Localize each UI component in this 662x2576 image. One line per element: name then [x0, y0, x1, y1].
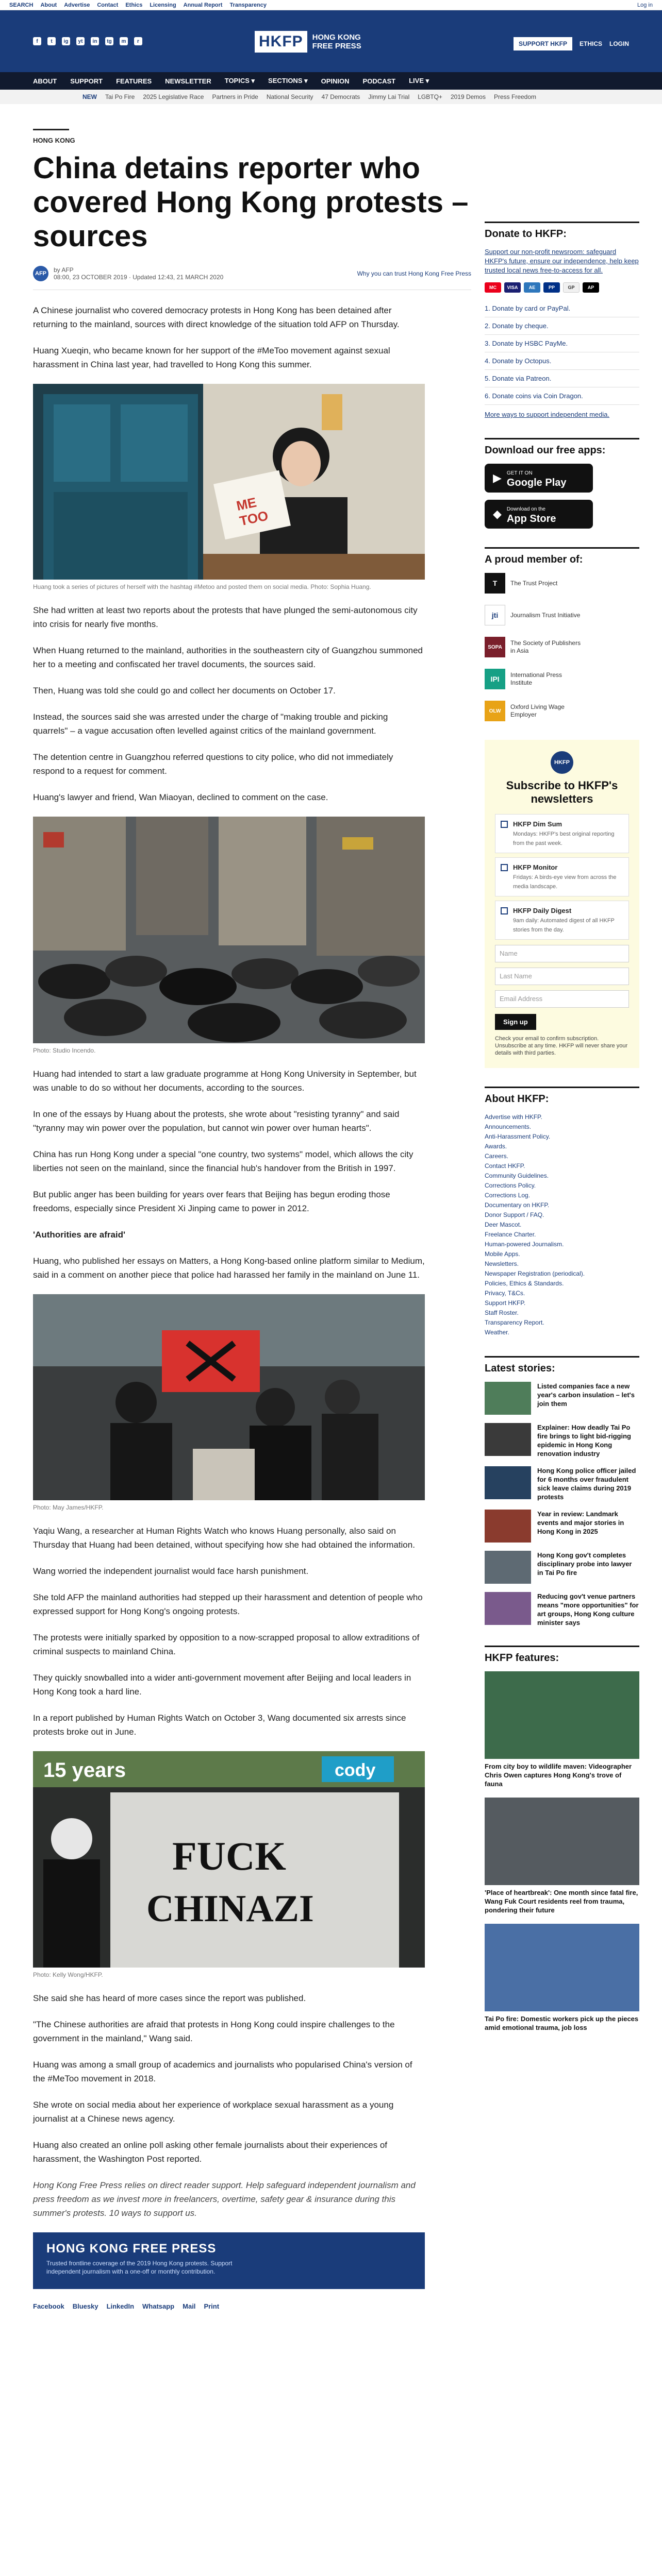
- newsletter-logo: HKFP: [551, 751, 573, 774]
- newsletter-name: HKFP Dim Sum: [513, 820, 562, 828]
- apple-icon: ◆: [493, 507, 502, 520]
- shop-sign-text: cody: [335, 1760, 376, 1780]
- nav-support[interactable]: SUPPORT: [70, 77, 103, 85]
- paragraph: Huang, who published her essays on Matters, a Hong Kong-based online platform similar to Medium, said in a comment on another piece that police had harassed her family in the mainland on June 11.: [33, 1256, 425, 1280]
- nav-features[interactable]: FEATURES: [116, 77, 152, 85]
- about-link[interactable]: Anti-Harassment Policy.: [485, 1133, 551, 1140]
- graffiti-line-1: FUCK: [172, 1834, 286, 1878]
- apple-pay-icon: AP: [583, 282, 599, 293]
- donate-option[interactable]: 5. Donate via Patreon.: [485, 370, 639, 387]
- nav-about[interactable]: ABOUT: [33, 77, 57, 85]
- sign-up-button[interactable]: Sign up: [495, 1014, 536, 1030]
- logo-wordmark: [312, 33, 361, 50]
- app-store-line-2: App Store: [506, 513, 556, 524]
- features-block: [485, 1646, 639, 2032]
- about-link[interactable]: Freelance Charter.: [485, 1231, 536, 1238]
- sign-text: 15 years: [43, 1759, 126, 1782]
- story-thumbnail: [485, 1423, 531, 1456]
- members-heading: A proud member of:: [485, 547, 639, 566]
- rss-icon[interactable]: r: [134, 37, 142, 45]
- top-about-link[interactable]: About: [40, 2, 57, 8]
- first-name-field[interactable]: Name: [495, 945, 629, 962]
- paragraph: When Huang returned to the mainland, authorities in the southeastern city of Guangzhou summoned her to a meeting and confiscated her travel documents, the sources said.: [33, 646, 423, 669]
- figure: [33, 384, 425, 591]
- newsletter-option[interactable]: [495, 814, 629, 853]
- share-facebook[interactable]: Facebook: [33, 2302, 64, 2310]
- share-bluesky[interactable]: Bluesky: [72, 2302, 98, 2310]
- member-name: The Trust Project: [510, 579, 558, 587]
- about-link[interactable]: Documentary on HKFP.: [485, 1201, 550, 1209]
- visa-icon: VISA: [504, 282, 521, 293]
- trending-bar: [0, 90, 662, 104]
- section-subheading: 'Authorities are afraid': [33, 1230, 126, 1240]
- feature-story[interactable]: [485, 1798, 639, 1914]
- app-store-label: [507, 504, 556, 525]
- last-name-field[interactable]: Last Name: [495, 968, 629, 985]
- feature-story[interactable]: [485, 1924, 639, 2032]
- article-body: [33, 303, 425, 2313]
- story-thumbnail: [485, 1592, 531, 1625]
- about-block: [485, 1087, 639, 1337]
- figure: [33, 1751, 425, 1979]
- share-whatsapp[interactable]: Whatsapp: [142, 2302, 175, 2310]
- mastercard-icon: MC: [485, 282, 501, 293]
- share-links: [33, 2299, 425, 2313]
- linkedin-icon[interactable]: in: [91, 37, 99, 45]
- support-note: Hong Kong Free Press relies on direct reader support. Help safeguard independent journalism and press freedom as we invest more in freelancers, overtime, safety gear & insurance during this summer's protests. 10 ways to support us.: [33, 2180, 416, 2218]
- logo-mark: HKFP: [255, 31, 307, 53]
- app-store-button[interactable]: [485, 500, 593, 529]
- figure: [33, 817, 425, 1055]
- paragraph: The detention centre in Guangzhou referred questions to city police, who did not immediately respond to a request for comment.: [33, 752, 393, 776]
- newsletter-name: HKFP Daily Digest: [513, 907, 572, 914]
- share-mail[interactable]: Mail: [183, 2302, 196, 2310]
- paragraph: In one of the essays by Huang about the protests, she wrote about "resisting tyranny" and said "tyranny may win power over the population, but cannot win power over human hearts".: [33, 1109, 400, 1133]
- paragraph: "The Chinese authorities are afraid that protests in Hong Kong could inspire challenges to the government in the mainland," Wang said.: [33, 2020, 395, 2043]
- photo-illustration: [33, 1294, 425, 1500]
- top-transparency-link[interactable]: Transparency: [229, 2, 267, 8]
- logo-line-1: HONG KONG: [312, 33, 361, 42]
- member-name: Journalism Trust Initiative: [510, 611, 581, 619]
- top-login-link[interactable]: Log in: [637, 2, 653, 8]
- paragraph: Huang Xueqin, who became known for her support of the #MeToo movement against sexual harassment in China last year, had travelled to Hong Kong this summer.: [33, 346, 390, 369]
- newsletter-option-text: [513, 863, 623, 891]
- paragraph: But public anger has been building for years over fears that Beijing has begun eroding those freedoms, especially since President Xi Jinping came to power in 2012.: [33, 1190, 390, 1213]
- nav-podcast[interactable]: PODCAST: [362, 77, 396, 85]
- feature-story[interactable]: [485, 1671, 639, 1788]
- amex-icon: AE: [524, 282, 540, 293]
- nav-live[interactable]: LIVE ▾: [409, 77, 429, 84]
- about-link[interactable]: Transparency Report.: [485, 1319, 544, 1326]
- about-link[interactable]: Announcements.: [485, 1123, 532, 1130]
- about-link[interactable]: Corrections Log.: [485, 1192, 531, 1199]
- newsletter-name: HKFP Monitor: [513, 863, 558, 871]
- jti-logo: jti: [485, 605, 505, 625]
- google-play-line-1: GET IT ON: [506, 470, 533, 476]
- member-name: Oxford Living Wage Employer: [510, 703, 565, 718]
- story-title: Year in review: Landmark events and major stories in Hong Kong in 2025: [537, 1510, 624, 1535]
- newsletter-disclaimer: Check your email to confirm subscription. Unsubscribe at any time. HKFP will never share your details with third parties.: [495, 1036, 628, 1056]
- photo-illustration: [33, 384, 425, 580]
- article: [33, 129, 471, 2326]
- login-link[interactable]: LOGIN: [609, 40, 629, 47]
- top-advertise-link[interactable]: Advertise: [64, 2, 90, 8]
- trust-project-logo: T: [485, 573, 505, 594]
- nav-newsletter[interactable]: NEWSLETTER: [165, 77, 211, 85]
- ipi-logo: IPI: [485, 669, 505, 689]
- photo-illustration: [33, 1751, 425, 1968]
- member-name: International Press Institute: [510, 671, 562, 686]
- about-link[interactable]: Newspaper Registration (periodical).: [485, 1270, 585, 1277]
- member-org[interactable]: [485, 669, 639, 689]
- paragraph: Wang worried the independent journalist would face harsh punishment.: [33, 1566, 309, 1576]
- facebook-icon[interactable]: f: [33, 37, 41, 45]
- about-link[interactable]: Staff Roster.: [485, 1309, 519, 1316]
- trending-item[interactable]: 2019 Demos: [450, 93, 486, 100]
- site-logo[interactable]: [255, 31, 361, 53]
- google-play-icon: ▶: [493, 471, 502, 484]
- top-bar-right: [637, 2, 653, 8]
- social-links: [33, 37, 142, 45]
- paragraph: She had written at least two reports about the protests that have plunged the semi-autonomous city into crisis for nearly five months.: [33, 605, 418, 629]
- more-ways-link[interactable]: More ways to support independent media.: [485, 411, 610, 418]
- donate-more: [485, 410, 639, 419]
- features-heading: HKFP features:: [485, 1646, 639, 1664]
- donate-options: [485, 300, 639, 405]
- about-link[interactable]: Careers.: [485, 1153, 509, 1160]
- nav-sections[interactable]: SECTIONS ▾: [268, 77, 308, 84]
- trending-item[interactable]: Partners in Pride: [212, 93, 258, 100]
- about-link[interactable]: Weather.: [485, 1329, 509, 1336]
- newsletter-desc: Mondays: HKFP's best original reporting from the past week.: [513, 831, 615, 846]
- graffiti-line-2: CHINAZI: [146, 1888, 314, 1930]
- about-link[interactable]: Deer Mascot.: [485, 1221, 522, 1228]
- photo-protesters-sign: [33, 1294, 425, 1500]
- story-title: Hong Kong gov't completes disciplinary probe into lawyer in Tai Po fire: [537, 1551, 632, 1577]
- google-play-button[interactable]: [485, 464, 593, 493]
- top-bar-links: [9, 2, 267, 8]
- trending-label: NEW: [82, 93, 97, 100]
- newsletter-option[interactable]: [495, 857, 629, 896]
- living-wage-logo: OLW: [485, 701, 505, 721]
- about-link[interactable]: Human-powered Journalism.: [485, 1241, 564, 1248]
- paypal-icon: PP: [543, 282, 560, 293]
- member-org[interactable]: [485, 701, 639, 721]
- photo-caption: Photo: Kelly Wong/HKFP.: [33, 1971, 103, 1978]
- google-play-label: [507, 468, 567, 489]
- about-link[interactable]: Mobile Apps.: [485, 1250, 520, 1258]
- story-title: Reducing gov't venue partners means "more opportunities" for art groups, Hong Kong culture minister says: [537, 1592, 639, 1626]
- trending-item[interactable]: 2025 Legislative Race: [143, 93, 204, 100]
- paragraph: Huang was among a small group of academics and journalists who popularised China's version of the #MeToo movement in 2018.: [33, 2060, 412, 2083]
- nav-topics[interactable]: TOPICS ▾: [224, 77, 255, 84]
- ethics-link[interactable]: ETHICS: [579, 40, 602, 47]
- apps-block: [485, 438, 639, 529]
- donate-intro-link[interactable]: Support our non-profit newsroom: safeguard HKFP's future, ensure our independence, help keep trusted local news free-to-access for all.: [485, 248, 639, 274]
- trending-item[interactable]: Jimmy Lai Trial: [368, 93, 410, 100]
- site-header: [0, 10, 662, 72]
- share-print[interactable]: Print: [204, 2302, 220, 2310]
- feature-image: [485, 1798, 639, 1885]
- telegram-icon[interactable]: tg: [105, 37, 113, 45]
- members-block: [485, 547, 639, 721]
- svg-text:ME: ME: [235, 494, 258, 514]
- about-link[interactable]: Policies, Ethics & Standards.: [485, 1280, 564, 1287]
- photo-illustration: [33, 817, 425, 1043]
- banner-subtitle: Trusted frontline coverage of the 2019 Hong Kong protests. Support independent journalism with a one-off or monthly contribution.: [46, 2260, 233, 2275]
- story-thumbnail: [485, 1510, 531, 1543]
- latest-story[interactable]: [485, 1551, 639, 1584]
- photo-umbrella-protest: [33, 817, 425, 1043]
- top-ethics-link[interactable]: Ethics: [125, 2, 143, 8]
- member-org[interactable]: [485, 605, 639, 625]
- app-store-line-1: Download on the: [506, 506, 545, 512]
- donate-option[interactable]: 1. Donate by card or PayPal.: [485, 300, 639, 317]
- trust-link[interactable]: Why you can trust Hong Kong Free Press: [357, 270, 471, 277]
- story-title: Listed companies face a new year's carbon insulation – let's join them: [537, 1382, 635, 1408]
- latest-story[interactable]: [485, 1510, 639, 1543]
- member-org[interactable]: [485, 637, 639, 657]
- paragraph: China has run Hong Kong under a special "one country, two systems" model, which allows the city liberties not seen on the mainland, since the financial hub's handover from the British in 1997.: [33, 1149, 413, 1173]
- feature-image: [485, 1671, 639, 1759]
- latest-story[interactable]: [485, 1592, 639, 1627]
- kicker-rule: [33, 129, 69, 130]
- story-title: Hong Kong police officer jailed for 6 months over fraudulent sick leave claims during 2019 protests: [537, 1467, 636, 1501]
- svg-text:TOO: TOO: [238, 507, 270, 529]
- about-link[interactable]: Newsletters.: [485, 1260, 519, 1267]
- feature-image: [485, 1924, 639, 2011]
- paragraph: Then, Huang was told she could go and collect her documents on October 17.: [33, 686, 336, 696]
- donate-option[interactable]: 6. Donate coins via Coin Dragon.: [485, 387, 639, 405]
- main-nav: [0, 72, 662, 90]
- paragraph: In a report published by Human Rights Watch on October 3, Wang documented six arrests since protests broke out in June.: [33, 1713, 406, 1737]
- author-avatar: AFP: [33, 266, 48, 281]
- google-play-line-2: Google Play: [506, 477, 567, 488]
- story-thumbnail: [485, 1551, 531, 1584]
- figure: [33, 1294, 425, 1512]
- article-category[interactable]: HONG KONG: [33, 137, 75, 144]
- story-title: Explainer: How deadly Tai Po fire brings to light bid-rigging epidemic in Hong Kong renovation industry: [537, 1423, 631, 1458]
- newsletter-desc: 9am daily: Automated digest of all HKFP stories from the day.: [513, 918, 615, 933]
- paragraph: She told AFP the mainland authorities had stepped up their harassment and detention of people who expressed support for Hong Kong's ongoing protests.: [33, 1592, 423, 1616]
- paragraph: She said she has heard of more cases since the report was published.: [33, 1993, 306, 2003]
- article-headline: China detains reporter who covered Hong Kong protests – sources: [33, 151, 469, 253]
- story-thumbnail: [485, 1466, 531, 1499]
- sopa-logo: SOPA: [485, 637, 505, 657]
- instagram-icon[interactable]: ig: [62, 37, 70, 45]
- newsletter-signup: [485, 740, 639, 1068]
- newsletter-checkbox[interactable]: [501, 864, 508, 871]
- about-link[interactable]: Awards.: [485, 1143, 507, 1150]
- apps-heading: Download our free apps:: [485, 438, 639, 456]
- about-link[interactable]: Corrections Policy.: [485, 1182, 536, 1189]
- logo-line-2: FREE PRESS: [312, 42, 361, 50]
- paragraph: Huang's lawyer and friend, Wan Miaoyan, declined to comment on the case.: [33, 792, 328, 802]
- trending-item[interactable]: National Security: [266, 93, 313, 100]
- photo-huang-metoo: [33, 384, 425, 580]
- trending-item[interactable]: Press Freedom: [493, 93, 537, 100]
- mastodon-icon[interactable]: m: [120, 37, 128, 45]
- photo-caption: Huang took a series of pictures of herself with the hashtag #Metoo and posted them on social media. Photo: Sophia Huang.: [33, 583, 371, 590]
- paragraph: Huang also created an online poll asking other female journalists about their experiences of harassment, the Washington Post reported.: [33, 2140, 388, 2164]
- top-contact-link[interactable]: Contact: [97, 2, 119, 8]
- latest-story[interactable]: [485, 1423, 639, 1458]
- support-hkfp-button[interactable]: SUPPORT HKFP: [514, 37, 572, 50]
- email-field[interactable]: Email Address: [495, 990, 629, 1008]
- about-link[interactable]: Donor Support / FAQ.: [485, 1211, 544, 1218]
- latest-heading: Latest stories:: [485, 1356, 639, 1375]
- newsletter-checkbox[interactable]: [501, 907, 508, 914]
- about-link[interactable]: Advertise with HKFP.: [485, 1113, 542, 1121]
- paragraph: Yaqiu Wang, a researcher at Human Rights Watch who knows Huang personally, also said on Thursday that Huang had been detained, without specifying how she had obtained the information.: [33, 1526, 415, 1550]
- feature-title: From city boy to wildlife maven: Videographer Chris Owen captures Hong Kong's trove of fauna: [485, 1762, 632, 1788]
- google-pay-icon: GP: [563, 282, 580, 293]
- about-link[interactable]: Community Guidelines.: [485, 1172, 549, 1179]
- donate-intro: [485, 247, 639, 275]
- support-banner[interactable]: [33, 2232, 425, 2289]
- newsletter-checkbox[interactable]: [501, 821, 508, 828]
- donate-option[interactable]: 2. Donate by cheque.: [485, 317, 639, 335]
- top-search-link[interactable]: SEARCH: [9, 2, 34, 8]
- about-links: [485, 1112, 639, 1337]
- trending-item[interactable]: LGBTQ+: [418, 93, 442, 100]
- newsletter-option-text: [513, 820, 623, 848]
- story-thumbnail: [485, 1382, 531, 1415]
- top-licensing-link[interactable]: Licensing: [150, 2, 176, 8]
- feature-title: Tai Po fire: Domestic workers pick up the pieces amid emotional trauma, job loss: [485, 2015, 639, 2031]
- donate-option[interactable]: 3. Donate by HSBC PayMe.: [485, 335, 639, 352]
- newsletter-option[interactable]: [495, 901, 629, 940]
- header-actions: [514, 37, 629, 50]
- newsletter-desc: Fridays: A birds-eye view from across the media landscape.: [513, 874, 617, 890]
- donate-block: [485, 222, 639, 419]
- sidebar: [485, 222, 639, 2050]
- paragraph: She wrote on social media about her experience of workplace sexual harassment as a young journalist at a Chinese news agency.: [33, 2100, 394, 2124]
- donate-option[interactable]: 4. Donate by Octopus.: [485, 352, 639, 370]
- member-org[interactable]: [485, 573, 639, 594]
- donate-heading: Donate to HKFP:: [485, 222, 639, 240]
- paragraph: A Chinese journalist who covered democracy protests in Hong Kong has been detained after returning to the mainland, sources with direct knowledge of the situation told AFP on Thursday.: [33, 306, 400, 329]
- author-name[interactable]: by AFP: [54, 266, 74, 274]
- about-heading: About HKFP:: [485, 1087, 639, 1105]
- member-name: The Society of Publishers in Asia: [510, 639, 581, 654]
- latest-story[interactable]: [485, 1466, 639, 1501]
- newsletter-title: Subscribe to HKFP's newsletters: [506, 779, 618, 805]
- payment-cards: [485, 282, 639, 293]
- trending-item[interactable]: Tai Po Fire: [105, 93, 135, 100]
- paragraph: They quickly snowballed into a wider anti-government movement after Beijing and local leaders in Hong Kong took a hard line.: [33, 1673, 411, 1697]
- trending-item[interactable]: 47 Democrats: [321, 93, 360, 100]
- about-link[interactable]: Contact HKFP.: [485, 1162, 525, 1170]
- top-bar: [0, 0, 662, 10]
- byline: [33, 266, 471, 281]
- top-annual-report-link[interactable]: Annual Report: [183, 2, 223, 8]
- nav-opinion[interactable]: OPINION: [321, 77, 350, 85]
- youtube-icon[interactable]: yt: [76, 37, 85, 45]
- about-link[interactable]: Privacy, T&Cs.: [485, 1290, 525, 1297]
- paragraph: Huang had intended to start a law graduate programme at Hong Kong University in September, but was unable to do so without her documents, according to the sources.: [33, 1069, 417, 1093]
- about-link[interactable]: Support HKFP.: [485, 1299, 526, 1307]
- share-linkedin[interactable]: LinkedIn: [106, 2302, 135, 2310]
- paragraph: Instead, the sources said she was arrested under the charge of "making trouble and picking quarrels" – a vague accusation often levelled against critics of the mainland government.: [33, 712, 388, 736]
- byline-text: [54, 266, 223, 281]
- paragraph: The protests were initially sparked by opposition to a now-scrapped proposal to allow extraditions of criminal suspects to mainland China.: [33, 1633, 420, 1656]
- banner-title: HONG KONG FREE PRESS: [46, 2242, 217, 2256]
- photo-caption: Photo: Studio Incendo.: [33, 1047, 96, 1054]
- feature-title: 'Place of heartbreak': One month since fatal fire, Wang Fuk Court residents reel from trauma, pondering their future: [485, 1889, 638, 1914]
- latest-block: [485, 1356, 639, 1627]
- photo-caption: Photo: May James/HKFP.: [33, 1504, 104, 1511]
- latest-story[interactable]: [485, 1382, 639, 1415]
- publish-date: 08:00, 23 OCTOBER 2019 · Updated 12:43, 21 MARCH 2020: [54, 274, 224, 281]
- photo-graffiti-chinazi: [33, 1751, 425, 1968]
- newsletter-option-text: [513, 906, 623, 934]
- twitter-icon[interactable]: t: [47, 37, 56, 45]
